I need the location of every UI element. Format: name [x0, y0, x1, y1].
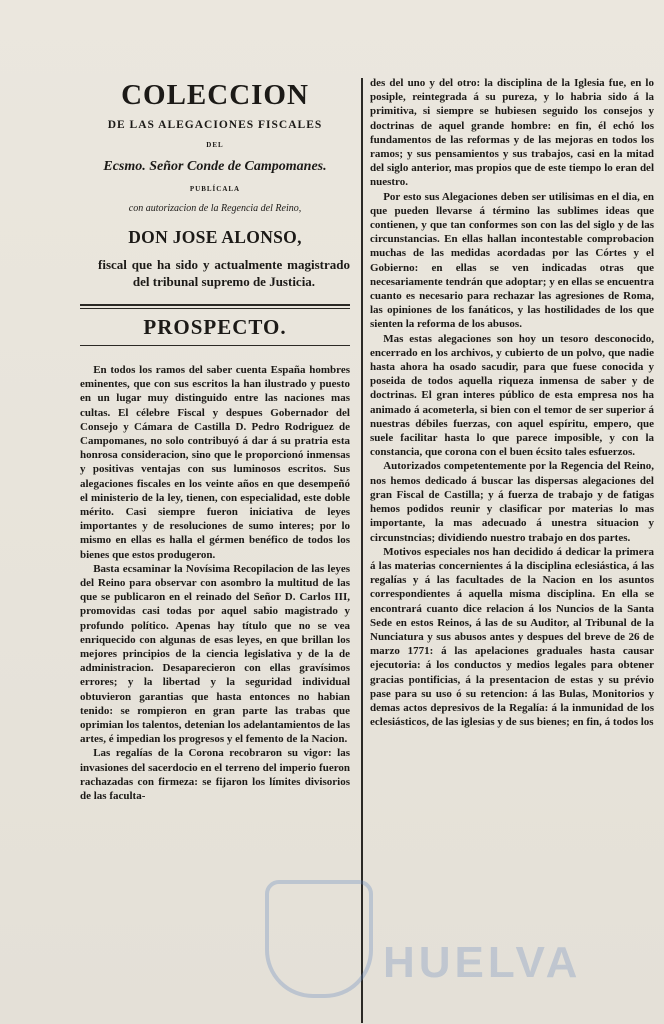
left-body — [80, 363, 350, 803]
section-title: PROSPECTO. — [143, 315, 287, 339]
paragraph: Motivos especiales nos han decidido á dedicar la primera á las materias concernientes á la disciplina eclesiástica, á las regalías y á las facultades de la Nacion en los asuntos correspondientes á aquella misma disciplina. En ella se encontrará cuanto dice relacion á los Nuncios de la Santa Sede en estos Reinos, á las de su Auditor, al Tribunal de la Nunciatura y sus abusos antes y despues del breve de 26 de marzo 1771: á las apelaciones graduales hasta causar ejecutoria: á los conductos y medios legales para obtener gracias pontificias, á la presentacion de estas y su prévio pase para su uso ó su retencion: á las Bulas, Monitorios y demas actos depresivos de la Regalía: á la inmunidad de los eclesiásticos, de las iglesias y de sus bienes; en fin, á todos los — [370, 545, 654, 729]
paragraph: des del uno y del otro: la disciplina de la Iglesia fue, en lo posiple, reintegrada á su pureza, y lo habria sido á la primitiva, si siempre se hubiesen seguido los consejos y doctrinas de aquel grande hombre: en fin, él echó los fundamentos de las reformas y de las mejoras en todos los ramos; y sus pensamientos y sus trabajos, casi en la mitad del siglo anterior, mas propios que de este tiempo lo eran del nuestro. — [370, 77, 654, 189]
publicala-label: PUBLÍCALA — [189, 185, 241, 193]
paragraph: Autorizados competentemente por la Regencia del Reino, nos hemos dedicado á buscar las dispersas alegaciones del gran Fiscal de Castilla; y á fuerza de trabajo y de fatigas hemos podidos reunir y clasificar por materias lo mas importante, la mas adecuado á unestra situacion y circunstncias; dividiendo nuestro trabajo en dos partes. — [370, 460, 654, 544]
watermark-text: HUELVA — [383, 938, 582, 987]
title-rule — [80, 304, 350, 309]
column-divider — [361, 78, 363, 1023]
right-body — [370, 76, 654, 729]
subtitle: DE LAS ALEGACIONES FISCALES — [107, 119, 323, 131]
authority-line: con autorizacion de la Regencia del Reino, — [128, 203, 302, 214]
editor-role: fiscal que ha sido y actualmente magistrado del tribunal supremo de Justicia. — [98, 257, 350, 289]
author-line: Ecsmo. Señor Conde de Campomanes. — [103, 159, 327, 174]
paragraph: Mas estas alegaciones son hoy un tesoro desconocido, encerrado en los archivos, y cubierto de un polvo, que nadie hasta ahora ha osado sacudir, para que fuese conocida y poseida de todos aquella riqueza inmensa de saber y de doctrinas. El gran interes público de esta empresa nos ha animado á acometerla, si bien con el temor de ser superior á nuestras débiles fuerzas, con aquel espíritu, empero, que suele facilitar hasta lo que parece imposible, y con la constancia, que corona con el buen écsito tales esfuerzos. — [370, 332, 654, 459]
left-column — [80, 78, 350, 1024]
paragraph: Basta ecsaminar la Novísima Recopilacion de las leyes del Reino para observar con asombro la multitud de las que se publicaron en el reinado del Señor D. Carlos III, promovidas casi todas por aquel sabio magistrado y profundo político. Apenas hay título que no se vea enriquecido con algunas de esas leyes, en que brillan los mejores principios de la ciencia legislativa y de la de administracion. Desaparecieron con ellas gravísimos errores; y la libertad y la seguridad individual obtuvieron garantias que hasta entonces no habian tenido: se rompieron en gran parte las trabas que oprimian los talentos, detenian los adelantamientos de las artes, é impedian los progresos y el femento de la Nacion. — [80, 562, 350, 746]
paragraph: Las regalías de la Corona recobraron su vigor: las invasiones del sacerdocio en el terreno del imperio fueron rachazadas con firmeza: se fijaron los límites divisorios de las faculta- — [80, 747, 350, 803]
section-rule — [80, 345, 350, 346]
paragraph: En todos los ramos del saber cuenta España hombres eminentes, que con sus escritos la han ilustrado y puesto en un lugar muy distinguido entre las naciones mas cultas. El célebre Fiscal y despues Gobernador del Consejo y Cámara de Castilla D. Pedro Rodriguez de Campomanes, no solo contribuyó á dar á su pratria esta honrosa consideracion, sino que le proporcionó inmensas y positivas ventajas con sus luminosos escritos. Sus alegaciones fiscales en los veinte años en que desempeñó el ministerio de la ley, tienen, con especialidad, este doble mérito. Casi siempre fueron iniciativa de leyes importantes y de resoluciones de sumo interes; por lo mismo en ellas es halla el gérmen benéfico de todos los bienes que estos produgeron. — [80, 364, 350, 561]
del-label: DEL — [206, 141, 224, 149]
right-column — [370, 76, 654, 1024]
editor-name: DON JOSE ALONSO, — [128, 227, 302, 247]
main-title: COLECCION — [121, 79, 309, 111]
paragraph: Por esto sus Alegaciones deben ser utilisimas en el dia, en que pueden llevarse á término las sublimes ideas que contienen, y que tan conformes son con las del siglo y de las circunstancias. En ellas hallan incontestable comprobacion muchas de las medidas acordadas por las Córtes y el Gobierno: en ellas se ven indicadas otras que necesariamente tendrán que adoptar; y en ellas se encuentra cuanto es necesario para rechazar las agresiones de Roma, las opiniones de los fanáticos, y las hostilidades de los que sienten la reforma de los abusos. — [370, 190, 654, 331]
